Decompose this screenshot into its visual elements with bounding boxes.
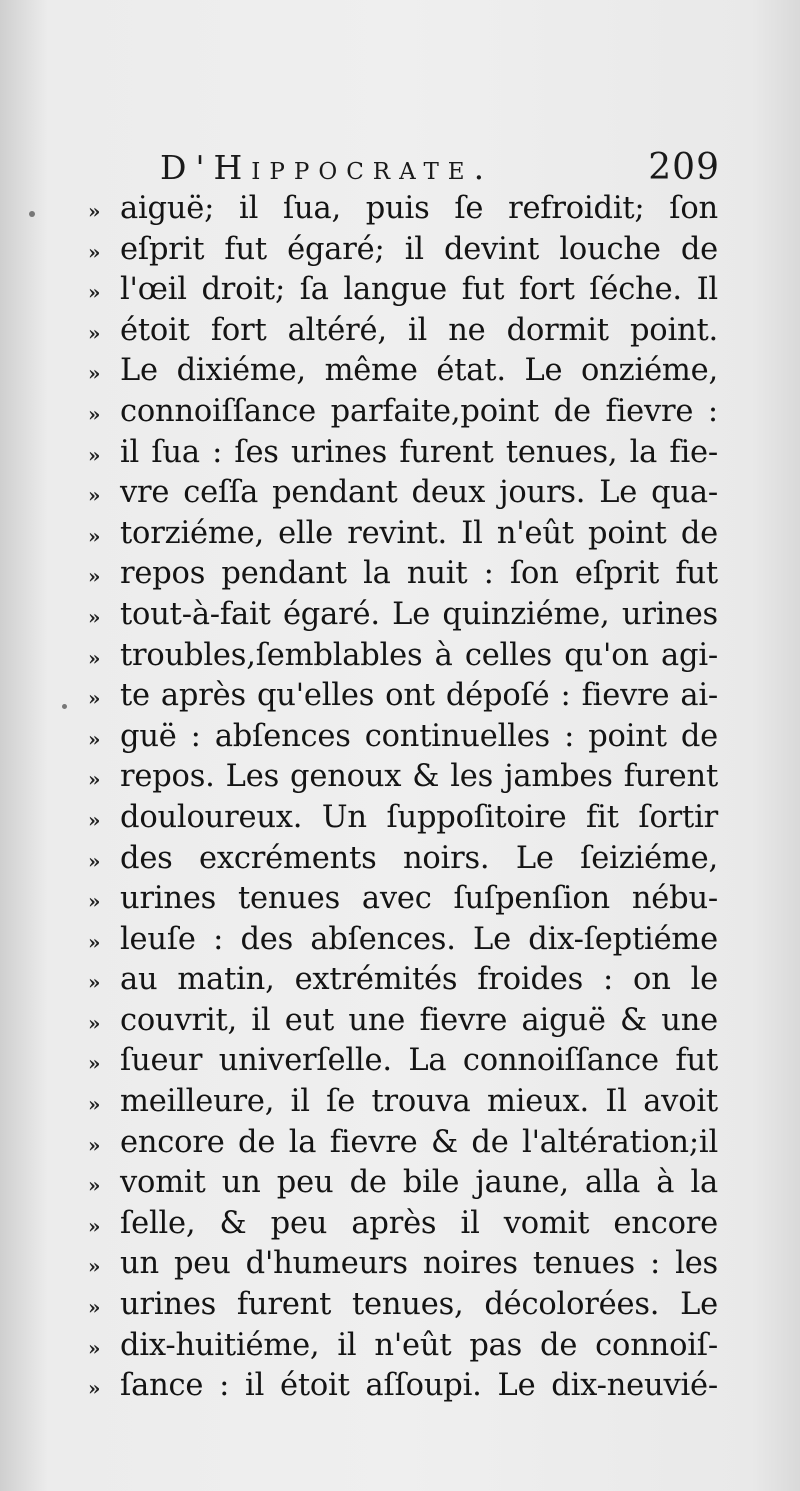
text-line — [88, 1328, 718, 1369]
line-text: aiguë; il ſua, puis ſe refroidit; ſon — [120, 191, 718, 226]
line-text: ſelle, & peu après il vomit encore — [120, 1205, 718, 1241]
text-line — [88, 1246, 718, 1287]
quote-mark: » — [88, 564, 101, 589]
quote-mark: » — [88, 929, 101, 954]
line-text: dix-huitiéme, il n'eût pas de connoiſ- — [120, 1327, 718, 1363]
quote-mark: » — [88, 1010, 101, 1035]
quote-mark: » — [88, 686, 101, 711]
text-line — [88, 1206, 718, 1247]
quote-mark: » — [88, 889, 101, 914]
text-line — [88, 638, 718, 679]
quote-mark: » — [88, 280, 101, 305]
line-text: des excréments noirs. Le ſeiziéme, — [120, 840, 718, 876]
quote-mark: » — [88, 1173, 101, 1198]
line-text: Le dixiéme, même état. Le onziéme, — [120, 353, 718, 389]
quote-mark: » — [88, 1376, 101, 1401]
text-line — [88, 759, 718, 800]
text-line — [88, 272, 718, 313]
line-text: eſprit fut égaré; il devint louche de — [120, 231, 718, 267]
quote-mark: » — [88, 239, 101, 264]
quote-mark: » — [88, 1092, 101, 1117]
quote-mark: » — [88, 523, 101, 548]
quote-mark: » — [88, 848, 101, 873]
quote-mark: » — [88, 970, 101, 995]
text-line — [88, 1003, 718, 1044]
page-header — [160, 147, 720, 195]
text-line — [88, 881, 718, 922]
text-line — [88, 191, 718, 232]
text-line — [88, 232, 718, 273]
quote-mark: » — [88, 1051, 101, 1076]
line-text: ſance : il étoit aſſoupi. Le dix-neuvié- — [120, 1368, 718, 1404]
line-text: connoiſſance parfaite,point de fievre : — [120, 393, 718, 429]
quote-mark: » — [88, 320, 101, 345]
line-text: meilleure, il ſe trouva mieux. Il avoit — [120, 1084, 718, 1120]
line-text: encore de la fievre & de l'altération;il — [120, 1124, 718, 1160]
line-text: l'œil droit; ſa langue fut fort ſéche. Il — [120, 272, 718, 308]
text-line — [88, 1368, 718, 1409]
text-line — [88, 313, 718, 354]
line-text: urines furent tenues, décolorées. Le — [120, 1287, 718, 1323]
quote-mark: » — [88, 442, 101, 467]
text-line — [88, 1165, 718, 1206]
line-text: troubles,ſemblables à celles qu'on agi- — [120, 637, 718, 673]
quote-mark: » — [88, 1213, 101, 1238]
line-text: étoit fort altéré, il ne dormit point. — [120, 312, 718, 348]
quote-mark: » — [88, 401, 101, 426]
quote-mark: » — [88, 726, 101, 751]
text-line — [88, 800, 718, 841]
text-line — [88, 516, 718, 557]
line-text: au matin, extrémités froides : on le — [120, 962, 718, 998]
text-line — [88, 353, 718, 394]
line-text: vre ceſſa pendant deux jours. Le qua- — [120, 475, 718, 511]
quote-mark: » — [88, 361, 101, 386]
quote-mark: » — [88, 1132, 101, 1157]
line-text: tout-à-fait égaré. Le quinziéme, urines — [120, 596, 718, 632]
text-line — [88, 962, 718, 1003]
quote-mark: » — [88, 1254, 101, 1279]
text-line — [88, 394, 718, 435]
text-line — [88, 841, 718, 882]
text-line — [88, 475, 718, 516]
quote-mark: » — [88, 645, 101, 670]
text-line — [88, 678, 718, 719]
text-line — [88, 1084, 718, 1125]
running-head: D'Hippocrate. — [160, 148, 494, 187]
line-text: vomit un peu de bile jaune, alla à la — [120, 1165, 718, 1201]
quote-mark: » — [88, 1335, 101, 1360]
line-text: couvrit, il eut une fievre aiguë & une — [120, 1002, 718, 1038]
line-text: guë : abſences continuelles : point de — [120, 718, 718, 754]
line-text: torziéme, elle revint. Il n'eût point de — [120, 515, 718, 551]
text-line — [88, 719, 718, 760]
text-line — [88, 1043, 718, 1084]
text-line — [88, 556, 718, 597]
line-text: il ſua : ſes urines furent tenues, la fie- — [120, 434, 718, 470]
line-text: ſueur univerſelle. La connoiſſance fut — [120, 1043, 718, 1079]
ink-speck — [62, 704, 67, 709]
line-text: un peu d'humeurs noires tenues : les — [120, 1246, 718, 1282]
quote-mark: » — [88, 604, 101, 629]
page-number: 209 — [648, 147, 720, 188]
ink-speck — [29, 211, 35, 217]
line-text: te après qu'elles ont dépoſé : fievre ai- — [120, 678, 718, 714]
text-line — [88, 1125, 718, 1166]
quote-mark: » — [88, 807, 101, 832]
text-line — [88, 597, 718, 638]
line-text: leuſe : des abſences. Le dix-ſeptiéme — [120, 921, 718, 957]
quote-mark: » — [88, 483, 101, 508]
quote-mark: » — [88, 199, 101, 223]
quote-mark: » — [88, 767, 101, 792]
line-text: douloureux. Un ſuppoſitoire fit ſortir — [120, 799, 718, 835]
text-line — [88, 1287, 718, 1328]
text-line — [88, 922, 718, 963]
line-text: urines tenues avec ſuſpenſion nébu- — [120, 881, 718, 917]
body-text — [88, 191, 718, 1409]
text-line — [88, 435, 718, 476]
line-text: repos pendant la nuit : ſon eſprit fut — [120, 556, 718, 592]
line-text: repos. Les genoux & les jambes furent — [120, 759, 718, 795]
quote-mark: » — [88, 1295, 101, 1320]
